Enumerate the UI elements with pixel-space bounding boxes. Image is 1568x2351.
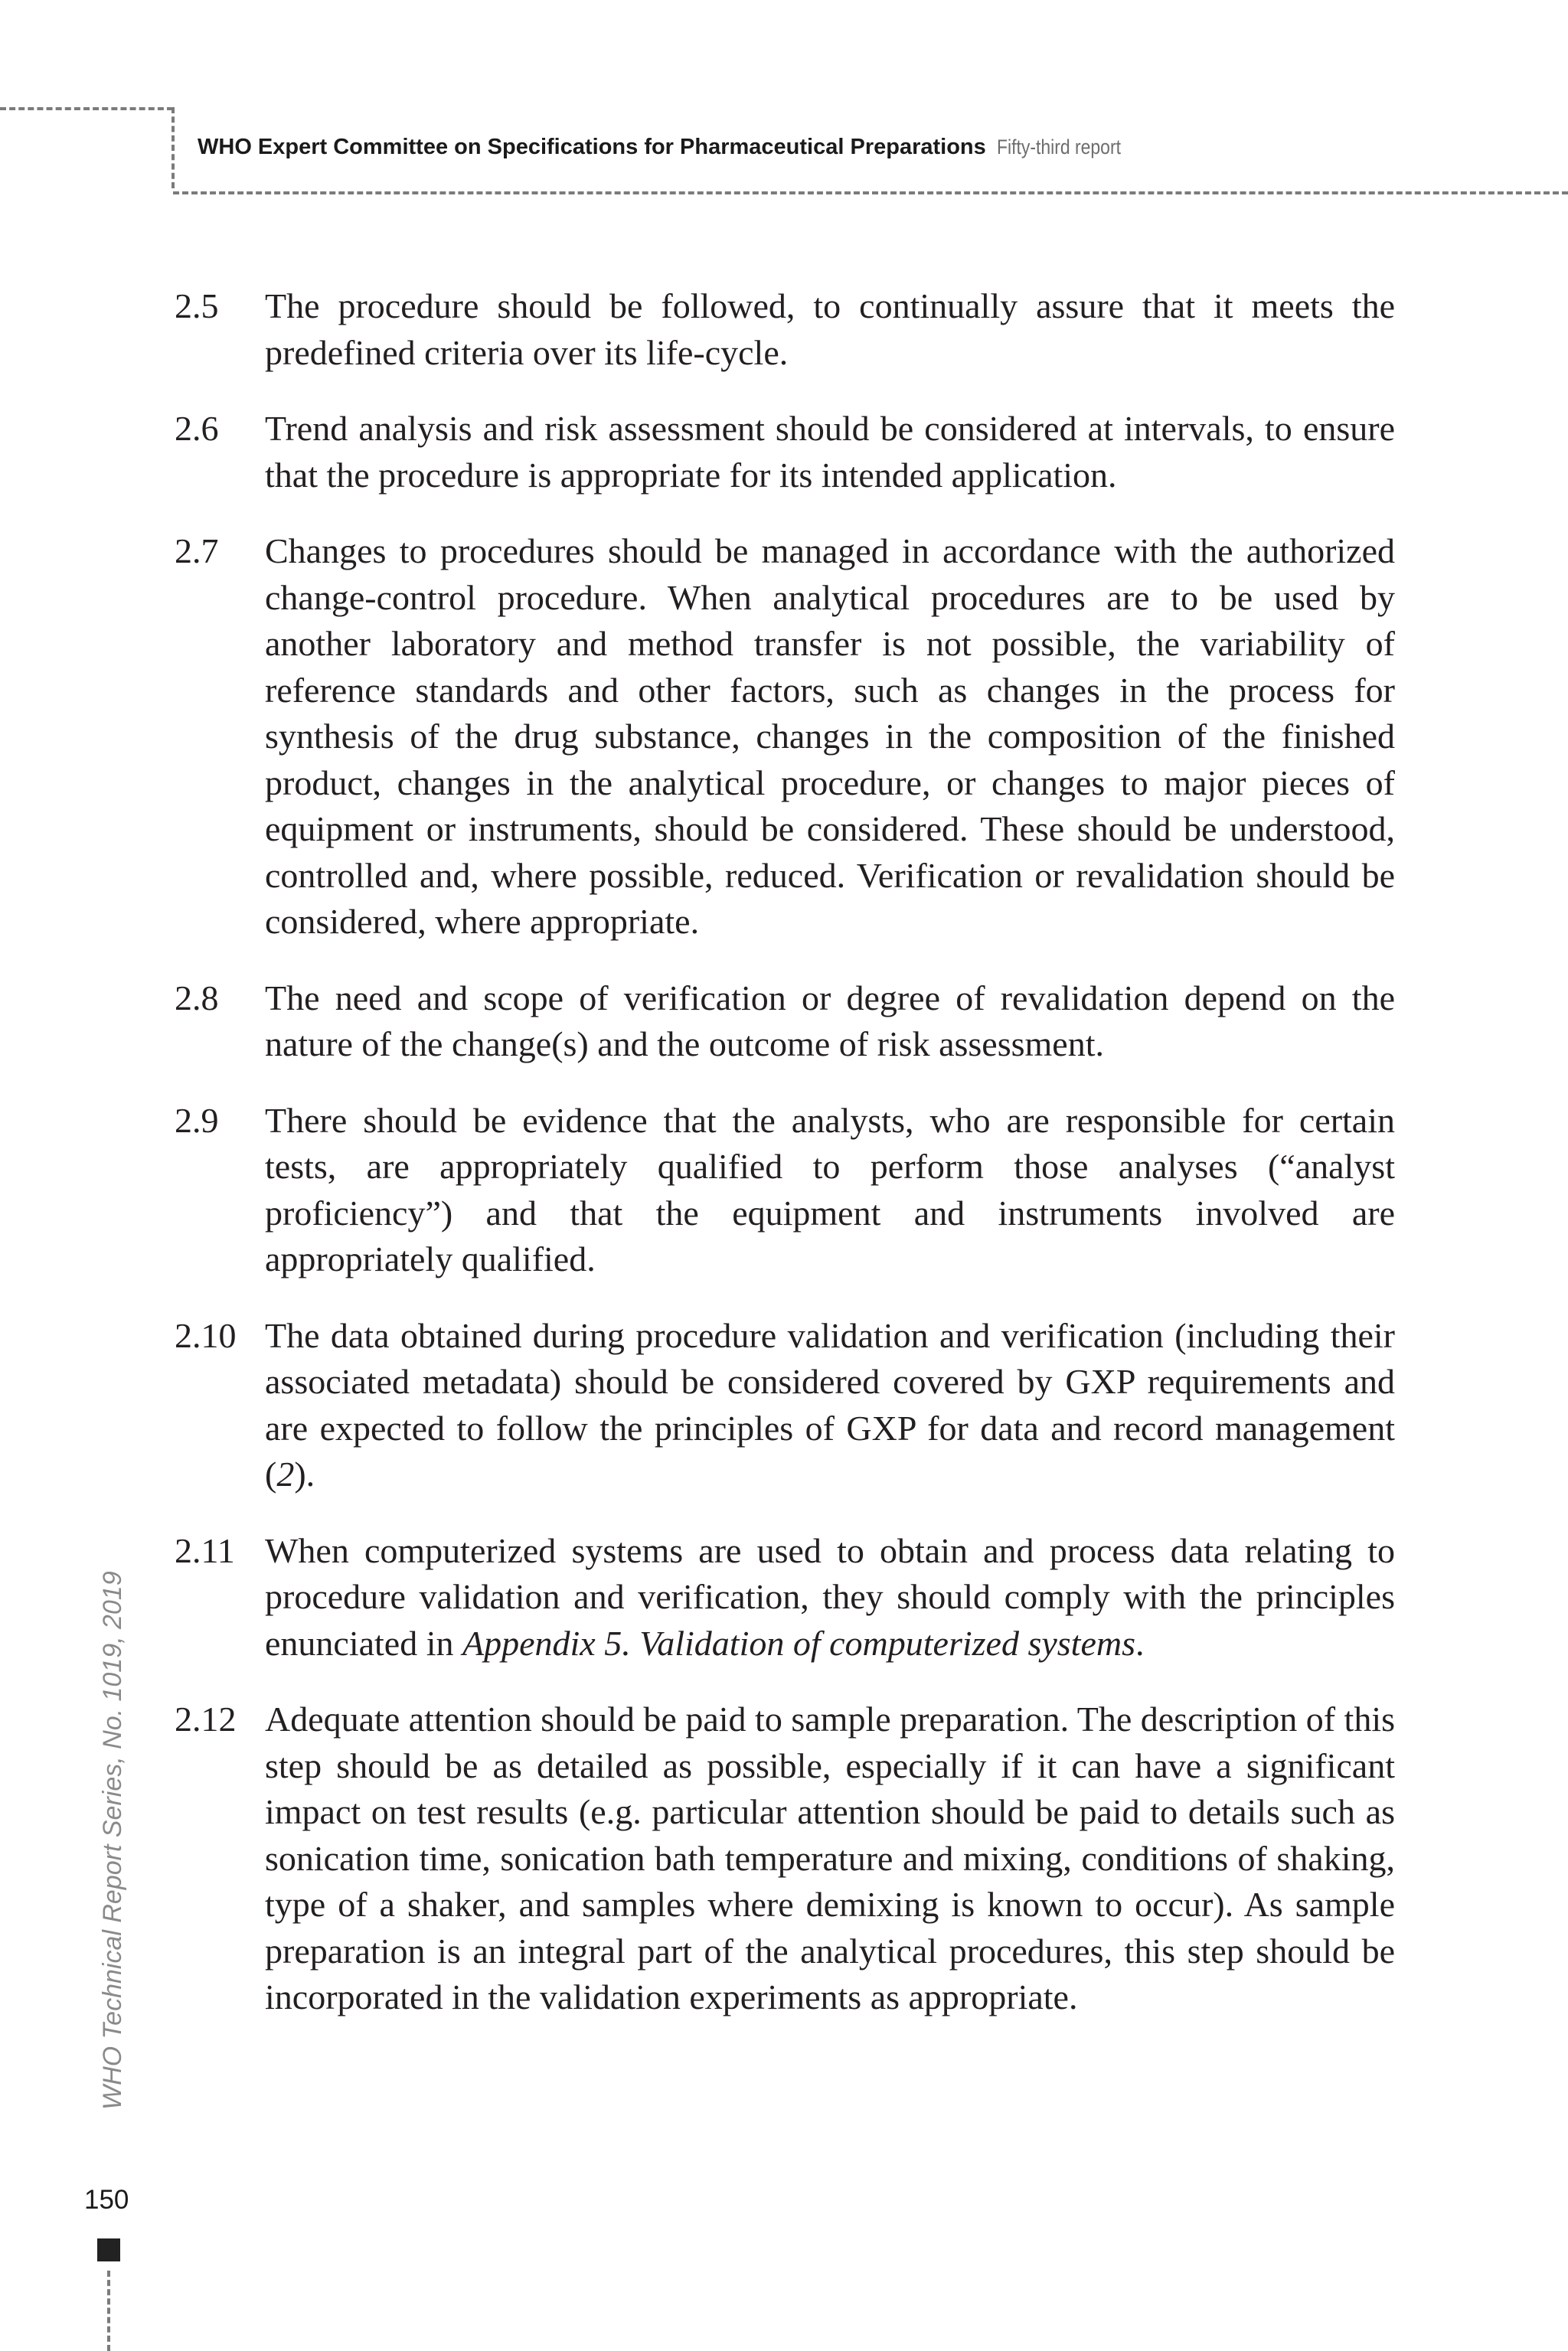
paragraph-number: 2.12 (175, 1700, 237, 1739)
paragraph-2-11 (175, 1528, 1395, 1667)
header-bottom-rule (173, 191, 1568, 194)
paragraph-text-before: When computerized systems are used to obtain and process data relating to procedure validation and verification, they should comply with the principles enunciated in (265, 1530, 1395, 1663)
paragraph-number: 2.9 (175, 1100, 219, 1140)
paragraph-text: There should be evidence that the analysts, who are responsible for certain tests, are appropriately qualified to perform those analyses (“analyst proficiency”) and that the equipment and instruments involved are appropriately qualified. (265, 1100, 1395, 1278)
header-vertical-rule (172, 107, 175, 188)
paragraph-number: 2.7 (175, 531, 219, 570)
paragraph-text: Changes to procedures should be managed in accordance with the authorized change-control procedure. When analytical procedures are to be used by another laboratory and method transfer is not possible, the variability of reference standards and other factors, such as changes in the process for synthesis of the drug substance, changes in the composition of the finished product, changes in the analytical procedure, or changes to major pieces of equipment or instruments, should be considered. These should be understood, controlled and, where possible, reduced. Verification or revalidation should be considered, where appropriate. (265, 531, 1395, 941)
paragraph-text-after: ). (294, 1455, 315, 1494)
paragraph-number: 2.11 (175, 1530, 235, 1570)
appendix-reference: Appendix 5. Validation of computerized systems (462, 1623, 1136, 1663)
page-number: 150 (84, 2185, 129, 2215)
paragraph-2-5 (175, 283, 1395, 376)
paragraph-number: 2.6 (175, 409, 219, 448)
paragraph-2-7 (175, 528, 1395, 945)
paragraph-text: The need and scope of verification or degree of revalidation depend on the nature of the change(s) and the outcome of risk assessment. (265, 978, 1395, 1063)
paragraph-number: 2.5 (175, 286, 219, 325)
paragraph-text (265, 1528, 1395, 1667)
paragraph-text: Adequate attention should be paid to sample preparation. The description of this step should be as detailed as possible, especially if it can have a significant impact on test results (e.g. particular attention should be paid to details such as sonication time, sonication bath temperature and mixing, conditions of shaking, type of a shaker, and samples where demixing is known to occur). As sample preparation is an integral part of the analytical procedures, this step should be incorporated in the validation experiments as appropriate. (265, 1700, 1395, 2016)
paragraph-text: The procedure should be followed, to continually assure that it meets the predefined criteria over its life-cycle. (265, 286, 1395, 372)
paragraph-2-10 (175, 1313, 1395, 1498)
series-side-text: WHO Technical Report Series, No. 1019, 2019 (98, 1571, 127, 2110)
paragraph-2-12 (175, 1696, 1395, 2021)
paragraph-2-9 (175, 1098, 1395, 1283)
reference-number: 2 (276, 1455, 295, 1494)
paragraph-text (265, 1313, 1395, 1498)
body-text (175, 283, 1395, 2051)
paragraph-number: 2.10 (175, 1315, 237, 1355)
header-top-rule (0, 107, 173, 110)
paragraph-text-before: The data obtained during procedure validation and verification (including their associated metadata) should be considered covered by GXP requirements and are expected to follow the principles of GXP for data and record management ( (265, 1315, 1395, 1494)
paragraph-text: Trend analysis and risk assessment should be considered at intervals, to ensure that the procedure is appropriate for its intended application. (265, 409, 1395, 495)
footer-vertical-rule (107, 2271, 110, 2351)
paragraph-number: 2.8 (175, 978, 219, 1017)
paragraph-2-6 (175, 406, 1395, 498)
paragraph-2-8 (175, 975, 1395, 1068)
running-head (198, 135, 1142, 160)
running-head-title: WHO Expert Committee on Specifications for Pharmaceutical Preparations (198, 135, 986, 159)
running-head-report: Fifty-third report (996, 136, 1121, 158)
paragraph-text-after: . (1135, 1623, 1145, 1663)
page-marker-square (97, 2238, 120, 2261)
